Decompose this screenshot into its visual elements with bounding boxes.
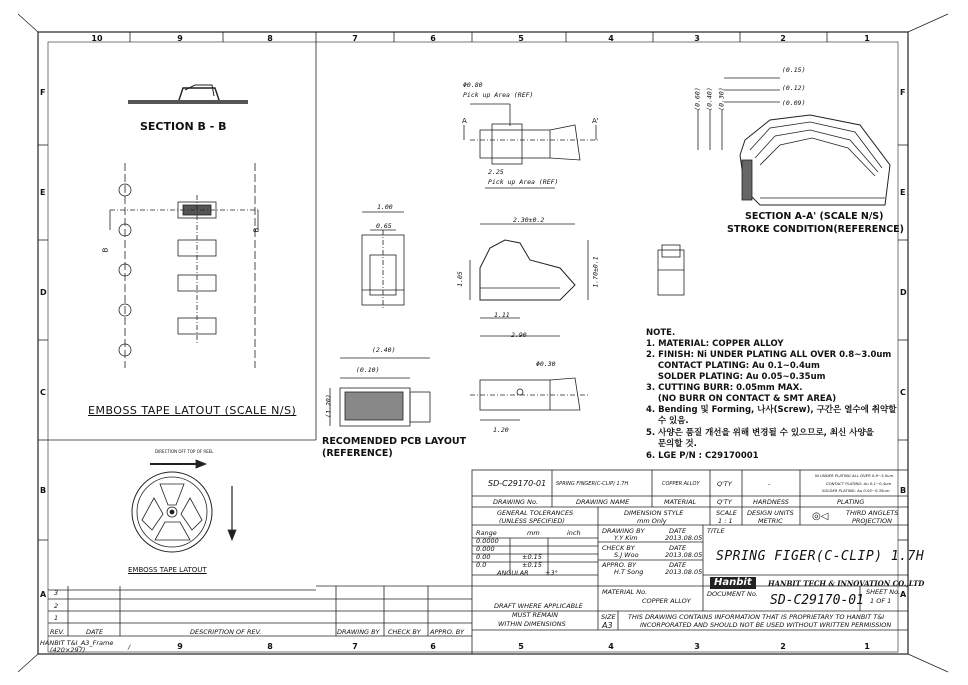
grid-number-bottom: 6 — [430, 642, 436, 651]
material-value: COPPER ALLOY — [662, 481, 700, 487]
date-label: DATE — [669, 527, 687, 535]
dim-pickup-ref: Pick up Area (REF) — [463, 91, 534, 99]
dimension-unit: mm Only — [637, 517, 667, 525]
note-line: 4. Bending 및 Forming, 나사(Screw), 구간은 열수에 취약할 — [646, 405, 897, 415]
grid-letter-left: D — [40, 288, 47, 297]
note-line: 6. LGE P/N : C29170001 — [646, 451, 759, 461]
rev-mark: 3 — [54, 589, 59, 597]
draft-line-2: MUST REMAIN — [512, 611, 558, 619]
note-line: (NO BURR ON CONTACT & SMT AREA) — [646, 394, 837, 404]
grid-letter-left: A — [40, 590, 47, 599]
date-value: 2013.08.05 — [665, 568, 703, 576]
note-line: CONTACT PLATING: Au 0.1~0.4um — [646, 361, 820, 371]
grid-letter-right: A — [900, 590, 907, 599]
frame-size: (420×297) — [50, 646, 86, 654]
emboss-scale-label: EMBOSS TAPE LATOUT (SCALE N/S) — [88, 404, 297, 417]
tolerance-header-range: Range — [476, 529, 497, 537]
size-label: SIZE — [601, 613, 616, 621]
dim-009: (0.09) — [782, 99, 806, 107]
grid-number-bottom: 7 — [352, 642, 358, 651]
design-value: METRIC — [758, 517, 783, 525]
dim-pickup-ref-2: Pick up Area (REF) — [488, 178, 559, 186]
dim-030: Φ0.30 — [536, 360, 556, 368]
note-line: 1. MATERIAL: COPPER ALLOY — [646, 339, 784, 349]
grid-letter-left: C — [40, 388, 46, 397]
general-tolerances: GENERAL TOLERANCES — [497, 509, 574, 517]
dim-240: (2.40) — [372, 346, 396, 354]
frame-separator: / — [128, 643, 131, 651]
header-material: MATERIAL — [664, 498, 697, 506]
emboss-label: EMBOSS TAPE LATOUT — [128, 566, 207, 574]
dim-065: 0.65 — [376, 222, 392, 230]
angular-label: ANGULAR — [497, 569, 529, 577]
description-header: DESCRIPTION OF REV. — [190, 628, 262, 636]
section-marker-b-right: B — [252, 227, 261, 233]
dim-060: (0.60) — [693, 87, 702, 111]
tolerance-mm: ±0.15 — [522, 553, 542, 561]
grid-letter-right: E — [900, 188, 906, 197]
drawing-name-value: SPRING FINGER(C-CLIP) 1.7H — [556, 481, 629, 487]
note-line: 수 있음. — [646, 416, 689, 426]
dim-040: (0.40) — [705, 87, 714, 111]
grid-number-top: 10 — [91, 34, 103, 43]
rev-header: REV. — [50, 628, 65, 636]
date-value: 2013.08.05 — [665, 534, 703, 542]
dim-100: 1.00 — [377, 203, 393, 211]
tolerance-header-inch: inch — [567, 529, 581, 537]
unless-specified: (UNLESS SPECIFIED) — [499, 517, 565, 525]
section-bb-label: SECTION B - B — [140, 120, 227, 133]
grid-number-bottom: 3 — [694, 642, 700, 651]
dim-010: (0.10) — [356, 366, 380, 374]
note-line: 3. CUTTING BURR: 0.05mm MAX. — [646, 383, 803, 393]
projection-line-2: PROJECTION — [852, 517, 892, 525]
tolerance-range: 0.0 — [476, 561, 487, 569]
header-plating: PLATING — [837, 498, 865, 506]
dim-pickup-dia: Φ0.80 — [463, 81, 483, 89]
grid-number-top: 3 — [694, 34, 700, 43]
scale-label: SCALE — [716, 509, 737, 517]
projection-line-1: THIRD ANGLETS — [846, 509, 899, 517]
grid-number-top: 9 — [177, 34, 183, 43]
grid-number-top: 8 — [267, 34, 273, 43]
grid-letter-left: B — [40, 486, 47, 495]
grid-number-top: 1 — [864, 34, 870, 43]
dimension-style: DIMENSION STYLE — [624, 509, 684, 517]
tolerance-range: 0.00 — [476, 553, 491, 561]
grid-number-top: 5 — [518, 34, 524, 43]
pcb-layout-label: RECOMENDED PCB LAYOUT — [322, 436, 467, 447]
document-no-value: SD-C29170-01 — [770, 593, 864, 608]
date-header: DATE — [86, 628, 104, 636]
rev-mark: 1 — [54, 614, 59, 622]
note-line: 문의할 것. — [646, 439, 697, 449]
dim-230: 2.30±0.2 — [513, 216, 545, 224]
drawing-no-value: SD-C29170-01 — [488, 479, 547, 488]
appro-by-name: H.T Song — [614, 568, 644, 576]
appro-by-label: APPRO. BY — [602, 561, 637, 569]
header-drawing-no: DRAWING No. — [493, 498, 539, 506]
grid-letter-right: C — [900, 388, 906, 397]
section-aa-label: SECTION A-A' (SCALE N/S) — [745, 211, 884, 222]
header-qty: Q'TY — [717, 498, 732, 506]
company-logo: Hanbit — [710, 577, 756, 589]
grid-number-bottom: 9 — [177, 642, 183, 651]
tolerance-range: 0.0000 — [476, 537, 499, 545]
frame-label: HANBIT T&I_A3_Frame — [40, 639, 114, 647]
tolerance-mm: ±0.15 — [522, 561, 542, 569]
dim-111: 1.11 — [494, 311, 510, 319]
note-line: SOLDER PLATING: Au 0.05~0.35um — [646, 372, 826, 382]
plating-line-1: Ni UNDER PLATING ALL OVER 0.8~3.0um — [815, 473, 894, 478]
company-name: HANBIT TECH & INNOVATION CO.,LTD — [768, 579, 925, 588]
notes-title: NOTE. — [646, 328, 676, 338]
angular-value: ±3° — [545, 569, 558, 577]
pcb-ref-label: (REFERENCE) — [322, 448, 393, 459]
check-by-header: CHECK BY — [388, 628, 421, 636]
grid-number-top: 6 — [430, 34, 436, 43]
date-label: DATE — [669, 544, 687, 552]
dim-120: 1.20 — [493, 426, 509, 434]
grid-number-bottom: 8 — [267, 642, 273, 651]
qty-value: - — [768, 480, 771, 488]
section-marker-b-left: B — [101, 247, 110, 253]
reel-direction-label: DIRECTION OFF TOP OF REEL — [155, 449, 214, 454]
drawing-by-header: DRAWING BY — [337, 628, 380, 636]
dim-290: 2.90 — [511, 331, 527, 339]
section-marker-a: A — [462, 117, 467, 125]
header-hardness: HARDNESS — [753, 498, 789, 506]
date-value: 2013.08.05 — [665, 551, 703, 559]
grid-letter-right: B — [900, 486, 907, 495]
size-value: A3 — [602, 621, 613, 630]
check-by-name: S.J Woo — [614, 551, 639, 559]
grid-letter-left: E — [40, 188, 46, 197]
document-no-label: DOCUMENT No. — [707, 590, 758, 598]
draft-line-3: WITHIN DIMENSIONS — [498, 620, 566, 628]
dim-030-paren: (0.30) — [717, 87, 726, 111]
design-units: DESIGN UNITS — [747, 509, 794, 517]
dim-170: 1.70±0.1 — [591, 256, 600, 288]
plating-line-2: CONTACT PLATING: Au 0.1~0.4um — [826, 481, 892, 486]
plating-line-3: SOLDER PLATING: Au 0.05~0.35um — [822, 488, 890, 493]
tolerance-header-mm: mm — [527, 529, 540, 537]
grid-number-top: 2 — [780, 34, 786, 43]
material-no-label: MATERIAL No. — [602, 588, 648, 596]
title-value: SPRING FIGER(C-CLIP) 1.7H — [716, 549, 925, 564]
grid-letter-right: D — [900, 288, 907, 297]
note-line: 2. FINISH: Ni UNDER PLATING ALL OVER 0.8~3.0um — [646, 350, 892, 360]
drawing-by-name: Y.Y Kim — [614, 534, 638, 542]
qty-label-top: Q'TY — [717, 480, 732, 488]
check-by-label: CHECK BY — [602, 544, 635, 552]
header-drawing-name: DRAWING NAME — [576, 498, 630, 506]
material-no-value: COPPER ALLOY — [642, 597, 691, 605]
proprietary-line-2: INCORPORATED AND SHOULD NOT BE USED WITHOUT WRITTEN PERMISSION — [640, 621, 892, 629]
grid-number-bottom: 4 — [608, 642, 614, 651]
dim-015: (0.15) — [782, 66, 806, 74]
appro-by-header: APPRO. BY — [430, 628, 465, 636]
draft-line-1: DRAFT WHERE APPLICABLE — [494, 602, 583, 610]
grid-letter-right: F — [900, 88, 906, 97]
dim-225: 2.25 — [488, 168, 504, 176]
grid-letter-left: F — [40, 88, 46, 97]
tolerance-range: 0.000 — [476, 545, 495, 553]
dim-012: (0.12) — [782, 84, 806, 92]
date-label: DATE — [669, 561, 687, 569]
projection-icon: ◎◁ — [812, 511, 829, 522]
scale-value: 1 : 1 — [718, 517, 733, 525]
grid-number-bottom: 5 — [518, 642, 524, 651]
drawing-by-label: DRAWING BY — [602, 527, 645, 535]
dim-105: 1.05 — [455, 271, 464, 287]
grid-number-top: 7 — [352, 34, 358, 43]
proprietary-line-1: THIS DRAWING CONTAINS INFORMATION THAT IS PROPRIETARY TO HANBIT T&I — [628, 613, 885, 621]
grid-number-bottom: 1 — [864, 642, 870, 651]
sheet-no-label: SHEET No. — [866, 588, 901, 596]
grid-number-top: 4 — [608, 34, 614, 43]
rev-mark: 2 — [54, 602, 59, 610]
title-label: TITLE — [707, 527, 725, 535]
dim-120-paren: (1.20) — [324, 394, 333, 418]
grid-number-bottom: 2 — [780, 642, 786, 651]
stroke-condition-label: STROKE CONDITION(REFERENCE) — [727, 224, 905, 235]
sheet-no-value: 1 OF 1 — [870, 597, 892, 605]
note-line: 5. 사양은 품질 개선을 위해 변경될 수 있으므로, 최신 사양을 — [646, 428, 874, 438]
section-marker-a-prime: A' — [592, 117, 599, 125]
